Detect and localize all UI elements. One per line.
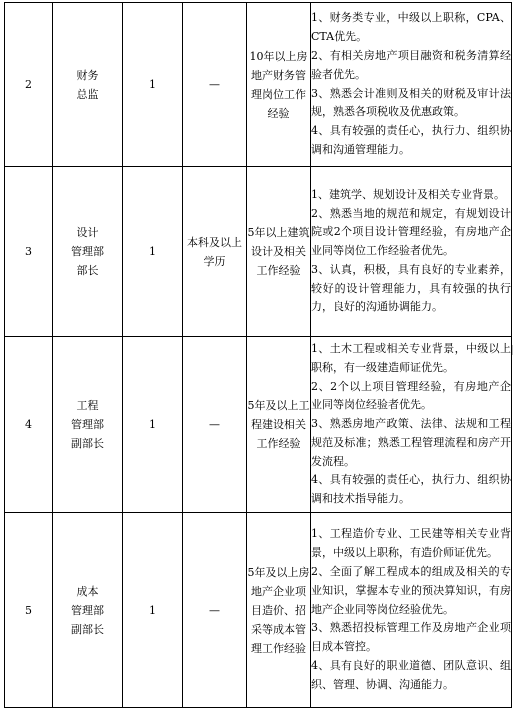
row-number xyxy=(5,167,53,337)
position-title-text: 工程 管理部 副部长 xyxy=(71,399,104,450)
row-number-text: 3 xyxy=(25,245,32,258)
table-row xyxy=(5,167,512,337)
education-requirement-text: 本科及以上学历 xyxy=(187,235,242,268)
education-requirement-text: — xyxy=(209,78,220,91)
page-edge-mark xyxy=(512,345,513,355)
row-number xyxy=(5,337,53,513)
headcount-text: 1 xyxy=(149,78,156,91)
table-row xyxy=(5,3,512,167)
experience-requirement xyxy=(247,167,311,337)
education-requirement xyxy=(183,513,247,708)
row-number-text: 2 xyxy=(25,78,32,91)
table-row xyxy=(5,337,512,513)
headcount xyxy=(123,337,183,513)
experience-requirement-text: 5年及以上工程建设相关工作经验 xyxy=(247,399,310,450)
requirement-item: 4、具有较强的责任心，执行力、组织协调和技术指导能力。 xyxy=(311,473,511,506)
experience-requirement xyxy=(247,513,311,708)
requirement-item: 4、具有较强的责任心，执行力、组织协调和沟通管理能力。 xyxy=(311,124,511,156)
education-requirement-text: — xyxy=(209,603,220,617)
experience-requirement xyxy=(247,3,311,167)
education-requirement xyxy=(183,3,247,167)
headcount xyxy=(123,513,183,708)
row-number-text: 4 xyxy=(25,418,32,431)
headcount-text: 1 xyxy=(149,603,156,617)
requirement-item: 3、熟悉房地产政策、法律、法规和工程规范及标准；熟悉工程管理流程和房产开发流程。 xyxy=(311,417,511,468)
table-body xyxy=(5,3,512,708)
requirement-item: 1、工程造价专业、工民建等相关专业背景，中级以上职称，有造价师证优先。 xyxy=(311,527,511,560)
requirement-item: 1、土木工程或相关专业背景，中级以上职称，有一级建造师证优先。 xyxy=(311,341,511,374)
row-number xyxy=(5,3,53,167)
experience-requirement-text: 5年以上建筑设计及相关工作经验 xyxy=(247,226,310,277)
job-requirements xyxy=(311,167,512,337)
position-title xyxy=(53,167,123,337)
requirement-item: 4、具有良好的职业道德、团队意识、组织、管理、协调、沟通能力。 xyxy=(311,658,511,691)
requirement-item: 2、2个以上项目管理经验，有房地产企业同等岗位经验者优先。 xyxy=(311,379,511,412)
requirement-item: 1、财务类专业，中级以上职称，CPA、CTA优先。 xyxy=(311,11,511,44)
requirement-item: 2、全面了解工程成本的组成及相关的专业知识，掌握本专业的预决算知识，有房地产企业同等岗位经验优先。 xyxy=(311,565,511,616)
requirement-item: 2、有相关房地产项目融资和税务清算经验者优先。 xyxy=(311,48,511,81)
job-requirements xyxy=(311,513,512,708)
job-requirements xyxy=(311,3,512,167)
requirement-item: 3、熟悉会计准则及相关的财税及审计法规，熟悉各项税收及优惠政策。 xyxy=(311,86,511,119)
position-title-text: 财务 总监 xyxy=(76,68,99,101)
table-row xyxy=(5,513,512,708)
position-title xyxy=(53,513,123,708)
job-requirements xyxy=(311,337,512,513)
requirement-item: 3、认真，积极，具有良好的专业素养，较好的设计管理能力，具有较强的执行力，良好的沟通协调能力。 xyxy=(311,262,511,314)
headcount xyxy=(123,3,183,167)
education-requirement xyxy=(183,167,247,337)
position-title-text: 设计 管理部 部长 xyxy=(71,226,104,277)
requirement-item: 3、熟悉招投标管理工作及房地产企业项目成本管控。 xyxy=(311,621,511,654)
requirement-item: 1、建筑学、规划设计及相关专业背景。 xyxy=(311,187,505,201)
experience-requirement xyxy=(247,337,311,513)
experience-requirement-text: 5年及以上房地产企业项目造价、招采等成本管理工作经验 xyxy=(247,565,310,655)
headcount-text: 1 xyxy=(149,418,156,431)
position-title-text: 成本 管理部 副部长 xyxy=(71,584,104,636)
row-number-text: 5 xyxy=(25,603,32,617)
row-number xyxy=(5,513,53,708)
headcount-text: 1 xyxy=(149,245,156,258)
requirement-item: 2、熟悉当地的规范和规定，有规划设计院或2个项目设计管理经验，有房地产企业同等岗位工作经验者优先。 xyxy=(311,206,511,258)
recruitment-table xyxy=(4,2,512,708)
education-requirement-text: — xyxy=(209,418,220,431)
headcount xyxy=(123,167,183,337)
position-title xyxy=(53,3,123,167)
experience-requirement-text: 10年以上房地产财务管理岗位工作经验 xyxy=(249,49,308,120)
education-requirement xyxy=(183,337,247,513)
position-title xyxy=(53,337,123,513)
